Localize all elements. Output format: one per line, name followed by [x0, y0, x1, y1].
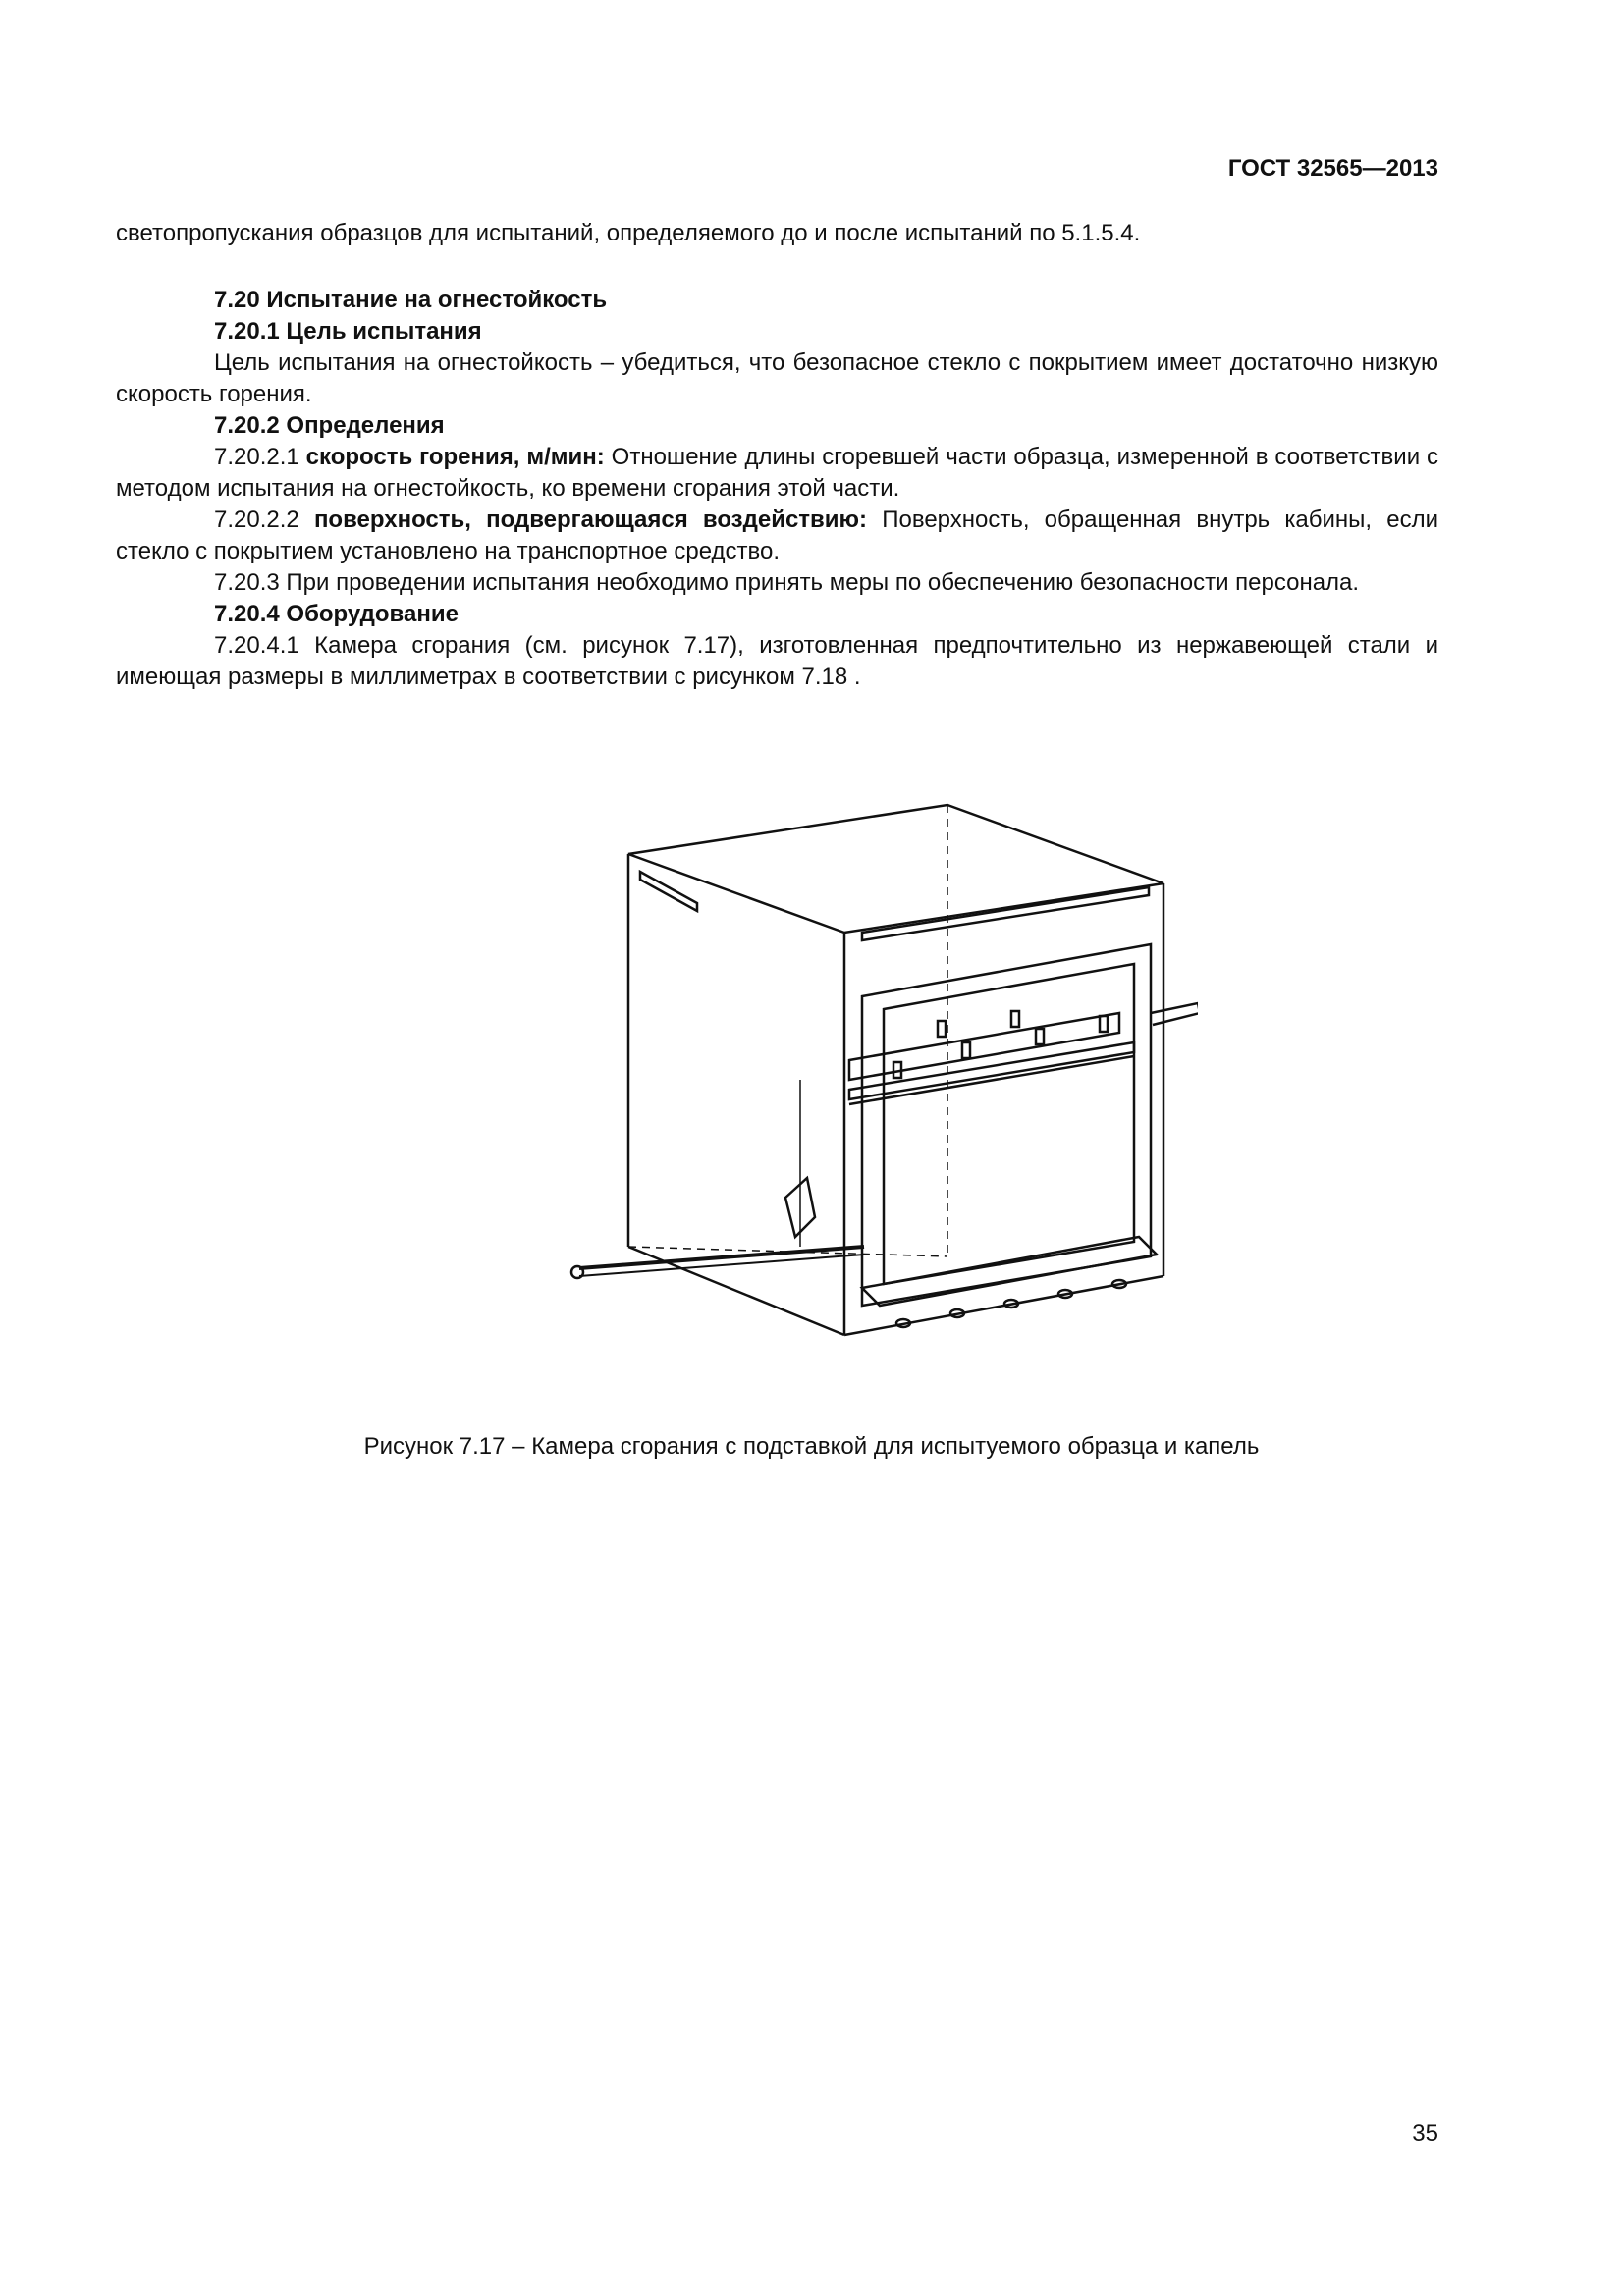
drip-tray	[862, 1237, 1157, 1306]
definition-term: поверхность, подвергающаяся воздействию:	[313, 507, 868, 533]
section-7-20-4-title: 7.20.4 Оборудование	[214, 601, 459, 627]
holder-pin	[962, 1042, 970, 1058]
document-header: ГОСТ 32565—2013	[1227, 155, 1438, 182]
section-7-20-2-title: 7.20.2 Определения	[214, 412, 445, 439]
front-frame-outer	[862, 944, 1151, 1306]
section-7-20-3-text: 7.20.3 При проведении испытания необходимо принять меры по обеспечению безопасности персонала.	[214, 569, 1360, 596]
holder-pin	[1036, 1029, 1044, 1044]
definition-number: 7.20.2.1	[214, 444, 299, 470]
body-text	[116, 218, 1438, 693]
section-7-20-1-text: Цель испытания на огнестойкость – убедиться, что безопасное стекло с покрытием имеет достаточно низкую скорость горения.	[116, 349, 1438, 407]
section-7-20-4-1-text: 7.20.4.1 Камера сгорания (см. рисунок 7.17), изготовленная предпочтительно из нержавеющей стали и имеющая размеры в миллиметрах в соответствии с рисунком 7.18 .	[116, 632, 1438, 690]
definition-number: 7.20.2.2	[214, 507, 299, 533]
combustion-chamber-drawing	[550, 785, 1198, 1345]
continuation-paragraph: светопропускания образцов для испытаний, определяемого до и после испытаний по 5.1.5.4.	[116, 220, 1141, 246]
holder-pin	[938, 1021, 946, 1037]
holder-pin	[1100, 1016, 1108, 1032]
holder-pin	[1011, 1011, 1019, 1027]
section-7-20-1-title: 7.20.1 Цель испытания	[214, 318, 482, 345]
section-7-20-title: 7.20 Испытание на огнестойкость	[214, 287, 608, 313]
front-frame-inner	[884, 964, 1134, 1284]
definition-7-20-2-2	[116, 505, 1438, 567]
sample-holder-lower	[849, 1042, 1134, 1099]
figure-caption: Рисунок 7.17 – Камера сгорания с подставкой для испытуемого образца и капель	[363, 1433, 1260, 1460]
sample-holder	[849, 1013, 1119, 1080]
definition-term: скорость горения, м/мин:	[305, 444, 605, 470]
sample-holder-rail	[849, 1056, 1134, 1104]
top-slot-left	[640, 872, 697, 911]
chamber-top	[628, 805, 1163, 933]
definition-text: Поверхность, обращенная внутрь кабины, если стекло с покрытием установлено на транспортное средство.	[116, 507, 1438, 564]
burner-tip	[571, 1266, 583, 1278]
holder-pin	[893, 1062, 901, 1078]
top-slot-front	[862, 887, 1149, 940]
definition-7-20-2-1	[116, 442, 1438, 505]
chamber-bottom-left-edge	[628, 1247, 844, 1335]
page-number: 35	[1412, 2120, 1438, 2147]
holder-handle	[1151, 1003, 1198, 1025]
definition-text: Отношение длины сгоревшей части образца, измеренной в соответствии с методом испытания на огнестойкость, ко времени сгорания этой части.	[116, 444, 1439, 502]
